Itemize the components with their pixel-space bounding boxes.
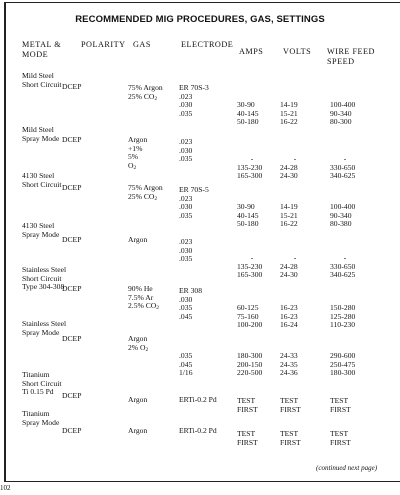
cell-amps: 75-160: [237, 311, 259, 321]
cell-electrode: .023: [179, 137, 193, 146]
cell-electrode: .030: [179, 294, 193, 304]
cell-metal: Spray Mode: [22, 133, 60, 143]
cell-gas: $O_2$: [128, 160, 137, 171]
cell-metal: Short Circuit: [22, 378, 62, 388]
cell-polarity: DCEP: [62, 183, 82, 192]
cell-gas: Argon: [128, 135, 148, 144]
cell-electrode: .035: [179, 254, 193, 264]
cell-volts: 24-36: [280, 368, 298, 378]
cell-amps: 135-230: [237, 162, 263, 172]
cell-volts: 16-23: [280, 311, 298, 321]
cell-wire-feed: -: [343, 253, 347, 262]
cell-amps: 40-145: [237, 210, 259, 220]
cell-gas: 90% He: [128, 284, 153, 293]
cell-volts: 24-35: [280, 359, 298, 369]
cell-amps: 180-300: [237, 351, 263, 360]
cell-gas: +1%: [128, 143, 143, 153]
cell-electrode: .030: [179, 100, 193, 110]
cell-volts: 24-28: [280, 261, 298, 271]
cell-amps: -: [250, 154, 254, 163]
cell-gas: Argon: [128, 426, 148, 435]
cell-volts: 24-30: [280, 171, 298, 181]
header-metal-mode: METAL & MODE: [22, 40, 62, 59]
cell-wire-feed: TEST: [330, 429, 349, 438]
header-polarity: POLARITY: [81, 40, 126, 49]
cell-amps: 100-200: [237, 320, 263, 330]
cell-amps: TEST: [237, 429, 256, 438]
cell-electrode: ER 70S-5: [179, 185, 209, 194]
cell-wire-feed: 80-380: [330, 219, 352, 229]
cell-wire-feed: 100-400: [330, 202, 356, 211]
cell-wire-feed: 180-300: [330, 368, 356, 378]
cell-wire-feed: 330-650: [330, 261, 356, 271]
cell-volts: FIRST: [280, 404, 301, 414]
cell-wire-feed: 250-475: [330, 359, 356, 369]
cell-metal: 4130 Steel: [22, 171, 55, 180]
cell-gas: Argon: [128, 395, 148, 404]
cell-polarity: DCEP: [62, 391, 82, 400]
cell-gas: 25% $CO_2$: [128, 191, 158, 202]
cell-metal: Stainless Steel: [22, 265, 67, 274]
cell-amps: 30-90: [237, 202, 255, 211]
cell-metal: Mild Steel: [22, 125, 54, 134]
cell-polarity: DCEP: [62, 426, 82, 435]
cell-metal: Short Circuit: [22, 273, 62, 283]
cell-wire-feed: 80-300: [330, 117, 352, 127]
cell-gas: 5%: [128, 152, 139, 162]
cell-metal: Stainless Steel: [22, 319, 67, 328]
cell-wire-feed: 340-625: [330, 171, 356, 181]
cell-volts: 16-22: [280, 219, 298, 229]
cell-volts: TEST: [280, 396, 299, 405]
cell-amps: FIRST: [237, 404, 258, 414]
cell-wire-feed: 110-230: [330, 320, 356, 330]
cell-gas: Argon: [128, 235, 148, 244]
cell-amps: 30-90: [237, 100, 255, 109]
cell-electrode: .045: [179, 311, 193, 321]
cell-volts: 16-23: [280, 303, 298, 312]
cell-electrode: .035: [179, 351, 193, 360]
cell-metal: Spray Mode: [22, 417, 60, 427]
cell-electrode: ERTi-0.2 Pd: [179, 426, 217, 435]
cell-gas: Argon: [128, 334, 148, 343]
cell-metal: Spray Mode: [22, 229, 60, 239]
cell-electrode: .030: [179, 145, 193, 155]
cell-metal: Type 304-308: [22, 282, 65, 292]
cell-wire-feed: 340-625: [330, 270, 356, 280]
cell-electrode: .023: [179, 193, 193, 203]
cell-volts: 24-33: [280, 351, 298, 360]
cell-electrode: .030: [179, 245, 193, 255]
cell-electrode: .045: [179, 359, 193, 369]
cell-volts: 14-19: [280, 202, 298, 211]
cell-volts: -: [293, 253, 297, 262]
cell-gas: 75% Argon: [128, 183, 163, 192]
cell-volts: -: [293, 154, 297, 163]
cell-electrode: ERTi-0.2 Pd: [179, 395, 217, 404]
cell-amps: TEST: [237, 396, 256, 405]
header-amps: AMPS: [239, 47, 264, 56]
cell-amps: -: [250, 253, 254, 262]
cell-wire-feed: TEST: [330, 396, 349, 405]
cell-wire-feed: 150-280: [330, 303, 356, 312]
cell-wire-feed: 100-400: [330, 100, 356, 109]
table-title: RECOMMENDED MIG PROCEDURES, GAS, SETTINGS: [75, 14, 325, 25]
cell-wire-feed: 90-340: [330, 210, 352, 220]
cell-polarity: DCEP: [62, 135, 82, 144]
cell-volts: 24-28: [280, 162, 298, 172]
cell-volts: 24-30: [280, 270, 298, 280]
cell-volts: 16-24: [280, 320, 298, 330]
cell-electrode: .023: [179, 91, 193, 101]
cell-volts: 15-21: [280, 108, 298, 118]
cell-amps: 50-180: [237, 117, 259, 127]
cell-amps: 40-145: [237, 108, 259, 118]
cell-wire-feed: -: [343, 154, 347, 163]
cell-electrode: .030: [179, 202, 193, 212]
cell-amps: 135-230: [237, 261, 263, 271]
cell-polarity: DCEP: [62, 82, 82, 91]
cell-wire-feed: FIRST: [330, 404, 351, 414]
cell-amps: 165-300: [237, 171, 263, 181]
header-electrode: ELECTRODE: [181, 40, 234, 49]
cell-amps: 200-150: [237, 359, 263, 369]
cell-wire-feed: 90-340: [330, 108, 352, 118]
cell-volts: 14-19: [280, 100, 298, 109]
cell-amps: 165-300: [237, 270, 263, 280]
cell-electrode: .035: [179, 303, 193, 313]
cell-amps: 220-500: [237, 368, 263, 378]
cell-amps: FIRST: [237, 437, 258, 447]
cell-electrode: ER 70S-3: [179, 83, 209, 92]
cell-amps: 50-180: [237, 219, 259, 229]
cell-polarity: DCEP: [62, 334, 82, 343]
cell-polarity: DCEP: [62, 235, 82, 244]
cell-amps: 60-125: [237, 303, 259, 312]
cell-electrode: .023: [179, 237, 193, 246]
cell-electrode: ER 308: [179, 286, 202, 295]
cell-electrode: .035: [179, 108, 193, 118]
cell-metal: Titanium: [22, 370, 50, 379]
cell-wire-feed: 125-280: [330, 311, 356, 321]
cell-polarity: DCEP: [62, 284, 82, 293]
cell-gas: 75% Argon: [128, 83, 163, 92]
cell-metal: Short Circuit: [22, 179, 62, 189]
cell-wire-feed: FIRST: [330, 437, 351, 447]
cell-electrode: .035: [179, 154, 193, 164]
cell-volts: 16-22: [280, 117, 298, 127]
cell-metal: Short Circuit: [22, 79, 62, 89]
cell-wire-feed: 290-600: [330, 351, 356, 360]
cell-metal: 4130 Steel: [22, 221, 55, 230]
cell-gas: 2% $O_2$: [128, 342, 149, 353]
cell-metal: Spray Mode: [22, 327, 60, 337]
cell-gas: 25% $CO_2$: [128, 91, 158, 102]
cell-gas: 2.5% $CO_2$: [128, 301, 160, 312]
header-wire-feed-speed: WIRE FEED SPEED: [327, 47, 375, 66]
continued-note: (continued next page): [316, 464, 378, 472]
cell-metal: Mild Steel: [22, 71, 54, 80]
page-number: 102: [0, 484, 11, 492]
header-gas: GAS: [133, 40, 151, 49]
cell-metal: Ti 0.15 Pd: [22, 387, 54, 397]
cell-gas: 7.5% Ar: [128, 292, 154, 302]
cell-wire-feed: 330-650: [330, 162, 356, 172]
cell-metal: Titanium: [22, 409, 50, 418]
cell-volts: FIRST: [280, 437, 301, 447]
cell-electrode: 1/16: [179, 368, 193, 378]
cell-volts: TEST: [280, 429, 299, 438]
header-volts: VOLTS: [283, 47, 312, 56]
cell-volts: 15-21: [280, 210, 298, 220]
cell-electrode: .035: [179, 210, 193, 220]
